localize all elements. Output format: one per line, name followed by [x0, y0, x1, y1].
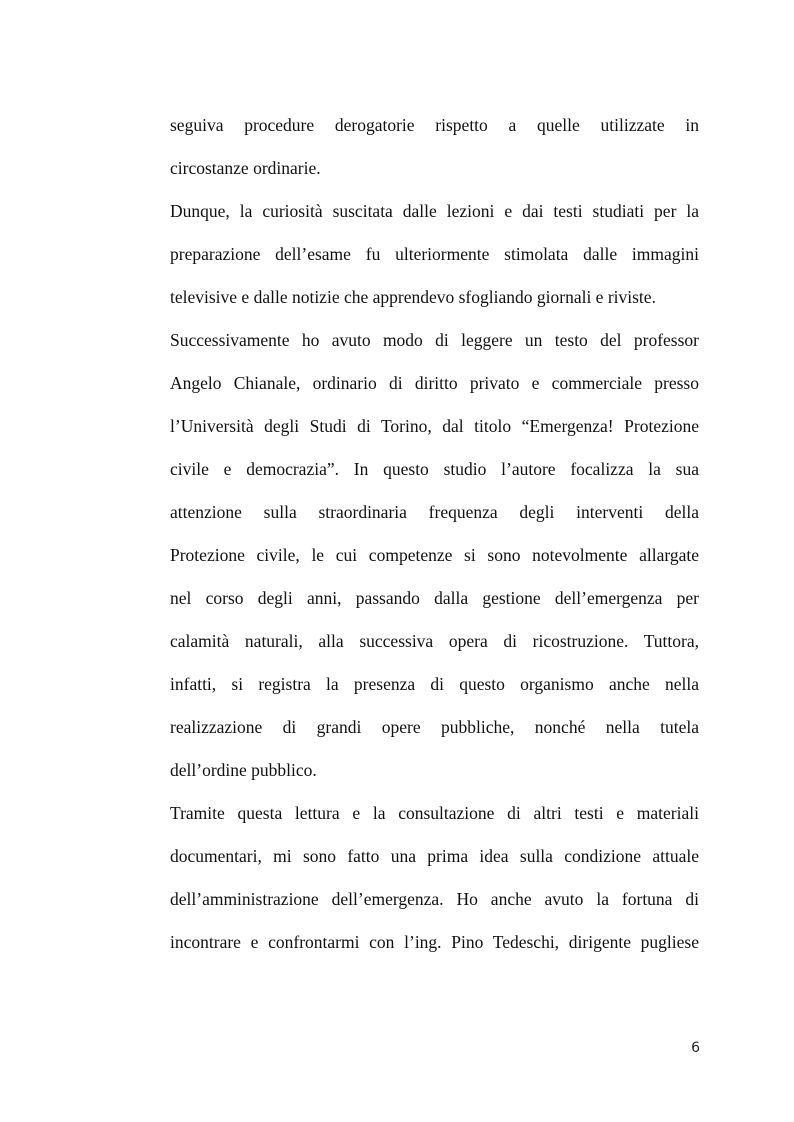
text-line: Successivamente ho avuto modo di leggere un testo del professor: [170, 330, 699, 350]
text-line: civile e democrazia”. In questo studio l’autore focalizza la sua: [170, 459, 699, 479]
text-line: incontrare e confrontarmi con l’ing. Pino Tedeschi, dirigente pugliese: [170, 932, 699, 952]
text-line: calamità naturali, alla successiva opera di ricostruzione. Tuttora,: [170, 631, 699, 651]
text-line: seguiva procedure derogatorie rispetto a quelle utilizzate in: [170, 115, 699, 135]
text-line: preparazione dell’esame fu ulteriormente stimolata dalle immagini: [170, 244, 699, 264]
text-line: circostanze ordinarie.: [170, 158, 321, 178]
page-number: 6: [691, 1040, 700, 1056]
text-line: dell’amministrazione dell’emergenza. Ho anche avuto la fortuna di: [170, 889, 699, 909]
text-line: attenzione sulla straordinaria frequenza degli interventi della: [170, 502, 699, 522]
text-line: Protezione civile, le cui competenze si sono notevolmente allargate: [170, 545, 699, 565]
text-line: documentari, mi sono fatto una prima idea sulla condizione attuale: [170, 846, 699, 866]
text-line: infatti, si registra la presenza di questo organismo anche nella: [170, 674, 699, 694]
text-line: Dunque, la curiosità suscitata dalle lezioni e dai testi studiati per la: [170, 201, 699, 221]
body-text: [170, 112, 699, 972]
text-line: dell’ordine pubblico.: [170, 760, 317, 780]
text-line: Tramite questa lettura e la consultazione di altri testi e materiali: [170, 803, 699, 823]
text-line: l’Università degli Studi di Torino, dal titolo “Emergenza! Protezione: [170, 416, 699, 436]
text-line: televisive e dalle notizie che apprendevo sfogliando giornali e riviste.: [170, 287, 656, 307]
text-line: Angelo Chianale, ordinario di diritto privato e commerciale presso: [170, 373, 699, 393]
text-line: nel corso degli anni, passando dalla gestione dell’emergenza per: [170, 588, 699, 608]
text-line: realizzazione di grandi opere pubbliche, nonché nella tutela: [170, 717, 699, 737]
